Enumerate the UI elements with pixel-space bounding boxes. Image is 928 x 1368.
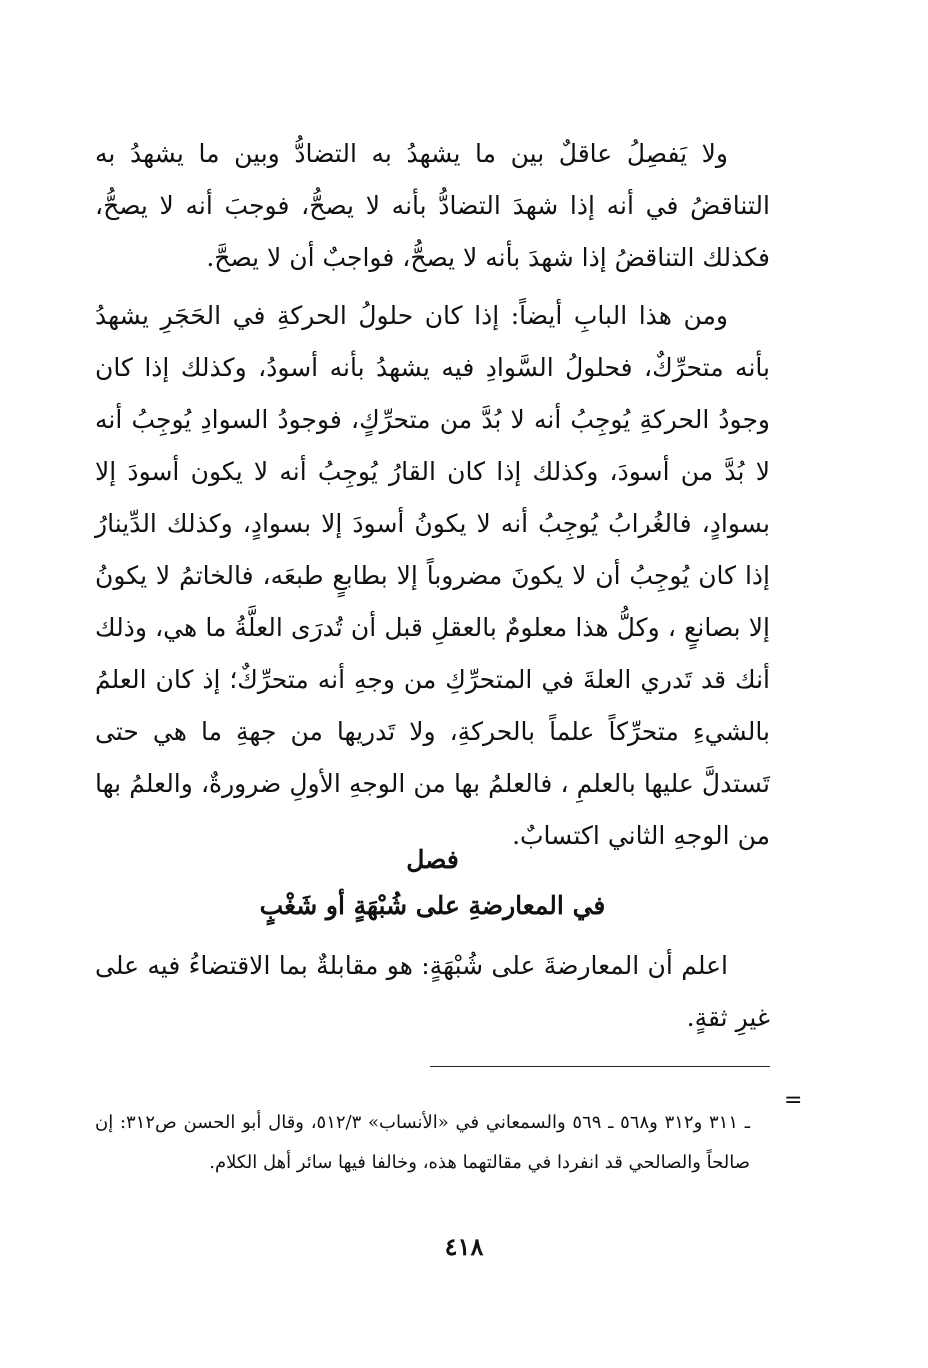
- section-paragraph: اعلم أن المعارضةَ على شُبْهَةٍ: هو مقابلةٌ بما الاقتضاءُ فيه على غيرِ ثقةٍ.: [95, 951, 770, 1032]
- section-subtitle: في المعارضةِ على شُبْهَةٍ أو شَغْبٍ: [259, 891, 606, 920]
- footnote-text: ـ ٣١١ و٣١٢ و٥٦٨ ـ ٥٦٩ والسمعاني في «الأنساب» ٥١٢/٣، وقال أبو الحسن ص٣١٢: إن صالحاً والصالحي قد انفردا في مقالتهما هذه، وخالفا فيها سائر أهل الكلام.: [95, 1112, 751, 1173]
- footnote-continuation-marker: =: [784, 1088, 803, 1113]
- section-title: فصل: [406, 845, 459, 874]
- body-paragraph-2: ومن هذا البابِ أيضاً: إذا كان حلولُ الحركةِ في الحَجَرِ يشهدُ بأنه متحرِّكٌ، فحلولُ السَّوادِ فيه يشهدُ بأنه أسودُ، وكذلك إذا كان وجودُ الحركةِ يُوجِبُ أنه لا بُدَّ من متحرِّكٍ، فوجودُ السوادِ يُوجِبُ أنه لا بُدَّ من أسودَ، وكذلك إذا كان القارُ يُوجِبُ أنه لا يكون أسودَ إلا بسوادٍ، فالغُرابُ يُوجِبُ أنه لا يكونُ أسودَ إلا بسوادٍ، وكذلك الدِّينارُ إذا كان يُوجِبُ أن لا يكونَ مضروباً إلا بطابعٍ طبعَه، فالخاتمُ لا يكونُ إلا بصانعٍ ، وكلُّ هذا معلومٌ بالعقلِ قبل أن تُدرَى العلَّةُ ما هي، وذلك أنك قد تَدري العلةَ في المتحرِّكِ من وجهِ أنه متحرِّكٌ؛ إذ كان العلمُ بالشيءِ متحرِّكاً علماً بالحركةِ، ولا تَدريها من جهةِ ما هي حتى تَستدلَّ عليها بالعلمِ ، فالعلمُ بها من الوجهِ الأولِ ضرورةٌ، والعلمُ بها من الوجهِ الثاني اكتسابٌ.: [95, 301, 770, 850]
- footnote-divider: [430, 1066, 770, 1067]
- body-paragraph-1: ولا يَفصِلُ عاقلٌ بين ما يشهدُ به التضادُّ وبين ما يشهدُ به التناقضُ في أنه إذا شهدَ التضادُّ بأنه لا يصحُّ، فوجبَ أنه لا يصحُّ، فكذلك التناقضُ إذا شهدَ بأنه لا يصحُّ، فواجبٌ أن لا يصحَّ.: [95, 139, 770, 272]
- page-number: ٤١٨: [444, 1232, 484, 1261]
